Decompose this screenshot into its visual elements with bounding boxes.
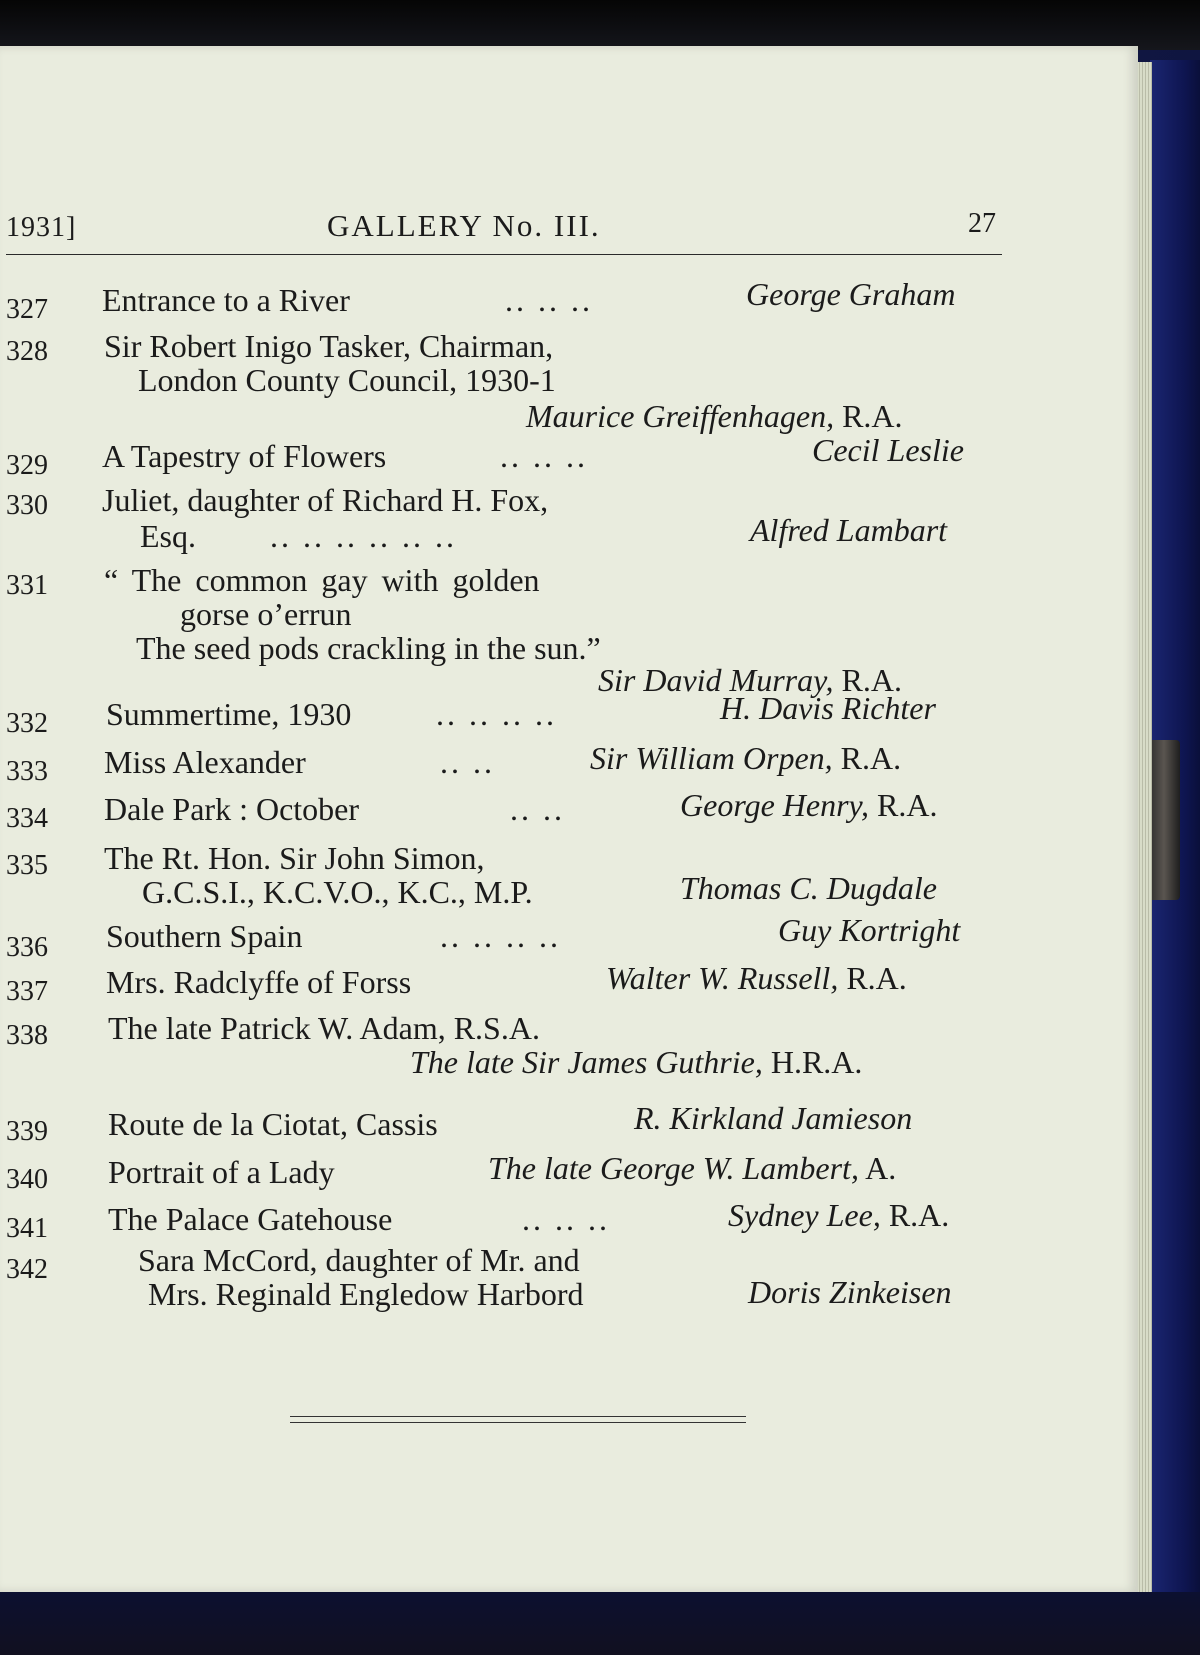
entry-title: Sir Robert Inigo Tasker, Chairman, [104, 328, 554, 364]
artist-suffix: R.A. [832, 740, 902, 776]
artist-suffix: H.R.A. [762, 1044, 863, 1080]
entry-title-cont: Esq. [140, 518, 196, 554]
background-top [0, 0, 1200, 50]
entry-title: A Tapestry of Flowers [102, 438, 387, 474]
entry-number: 335 [6, 850, 48, 881]
entry-title-cont: G.C.S.I., K.C.V.O., K.C., M.P. [142, 874, 533, 910]
entry-number: 329 [6, 450, 48, 481]
header-title: GALLERY No. III. [327, 208, 601, 243]
entry-title: The Palace Gatehouse [108, 1201, 393, 1237]
entry-title: Dale Park : October [104, 791, 360, 827]
entry-number: 333 [6, 756, 48, 787]
artist-suffix: R.A. [838, 960, 907, 996]
entry-artist: Doris Zinkeisen [748, 1274, 952, 1310]
entry-artist: George Henry, R.A. [680, 787, 938, 823]
artist-suffix: R.A. [833, 662, 902, 698]
leader-dots: .. .. [510, 791, 565, 827]
entry-number: 334 [6, 803, 48, 834]
closing-rule [290, 1422, 746, 1423]
entry-number: 337 [6, 976, 48, 1007]
entry-number: 340 [6, 1164, 48, 1195]
leader-dots: .. .. .. .. [436, 696, 557, 732]
header-rule [6, 254, 1002, 255]
entry-artist: George Graham [746, 276, 956, 312]
running-head [0, 206, 1000, 246]
book-clasp [1148, 740, 1180, 900]
entry-title: Southern Spain [106, 918, 303, 954]
catalogue-page [0, 46, 1138, 1592]
entry-artist: Guy Kortright [778, 912, 961, 948]
entry-number: 338 [6, 1020, 48, 1051]
leader-dots: .. .. .. .. [440, 918, 561, 954]
entry-artist: Sir William Orpen, R.A. [590, 740, 902, 776]
entry-number: 342 [6, 1254, 48, 1285]
artist-suffix: R.A. [868, 787, 938, 823]
entry-number: 328 [6, 336, 48, 367]
entry-title: Route de la Ciotat, Cassis [108, 1106, 438, 1142]
closing-rule [290, 1416, 746, 1417]
leader-dots: .. .. [440, 744, 495, 780]
entry-title: Juliet, daughter of Richard H. Fox, [102, 482, 549, 518]
artist-suffix: R.A. [880, 1197, 950, 1233]
entry-title: The Rt. Hon. Sir John Simon, [104, 840, 485, 876]
artist-suffix: A. [858, 1150, 897, 1186]
entry-artist: The late George W. Lambert, A. [488, 1150, 897, 1186]
entry-title-cont: gorse o’errun [180, 596, 352, 632]
entry-title: Miss Alexander [104, 744, 306, 780]
entry-number: 331 [6, 570, 48, 601]
entry-artist: Cecil Leslie [812, 432, 964, 468]
entry-number: 330 [6, 490, 48, 521]
entry-title: Portrait of a Lady [108, 1154, 335, 1190]
entry-artist: The late Sir James Guthrie, H.R.A. [410, 1044, 863, 1080]
entry-title: The late Patrick W. Adam, R.S.A. [108, 1010, 540, 1046]
leader-dots: .. .. .. [500, 438, 588, 474]
header-year: 1931] [6, 212, 77, 243]
entry-artist: R. Kirkland Jamieson [634, 1100, 913, 1136]
entry-artist: Sydney Lee, R.A. [728, 1197, 950, 1233]
leader-dots: .. .. .. [505, 282, 593, 318]
entry-number: 339 [6, 1116, 48, 1147]
entry-artist: Walter W. Russell, R.A. [606, 960, 907, 996]
artist-suffix: R.A. [834, 398, 903, 434]
entry-title: Sara McCord, daughter of Mr. and [138, 1242, 580, 1278]
entry-artist: Sir David Murray, R.A. [598, 662, 902, 698]
entry-title-cont: The seed pods crackling in the sun.” [136, 630, 601, 666]
entry-artist: Thomas C. Dugdale [680, 870, 937, 906]
entry-title: Entrance to a River [102, 282, 350, 318]
entry-title: Mrs. Radclyffe of Forss [106, 964, 412, 1000]
entry-title: “ The common gay with golden [104, 562, 540, 598]
page-number: 27 [968, 208, 996, 239]
entry-artist: H. Davis Richter [720, 690, 936, 726]
background-bottom [0, 1592, 1200, 1655]
entry-title-cont: London County Council, 1930-1 [138, 362, 556, 398]
entry-number: 336 [6, 932, 48, 963]
entry-title: Summertime, 1930 [106, 696, 352, 732]
entry-number: 332 [6, 708, 48, 739]
entry-number: 341 [6, 1213, 48, 1244]
entry-number: 327 [6, 294, 48, 325]
entry-artist: Maurice Greiffenhagen, R.A. [526, 398, 903, 434]
entry-artist: Alfred Lambart [750, 512, 948, 548]
leader-dots: .. .. .. .. .. .. [270, 518, 457, 554]
entry-title-cont: Mrs. Reginald Engledow Harbord [148, 1276, 584, 1312]
leader-dots: .. .. .. [522, 1201, 610, 1237]
